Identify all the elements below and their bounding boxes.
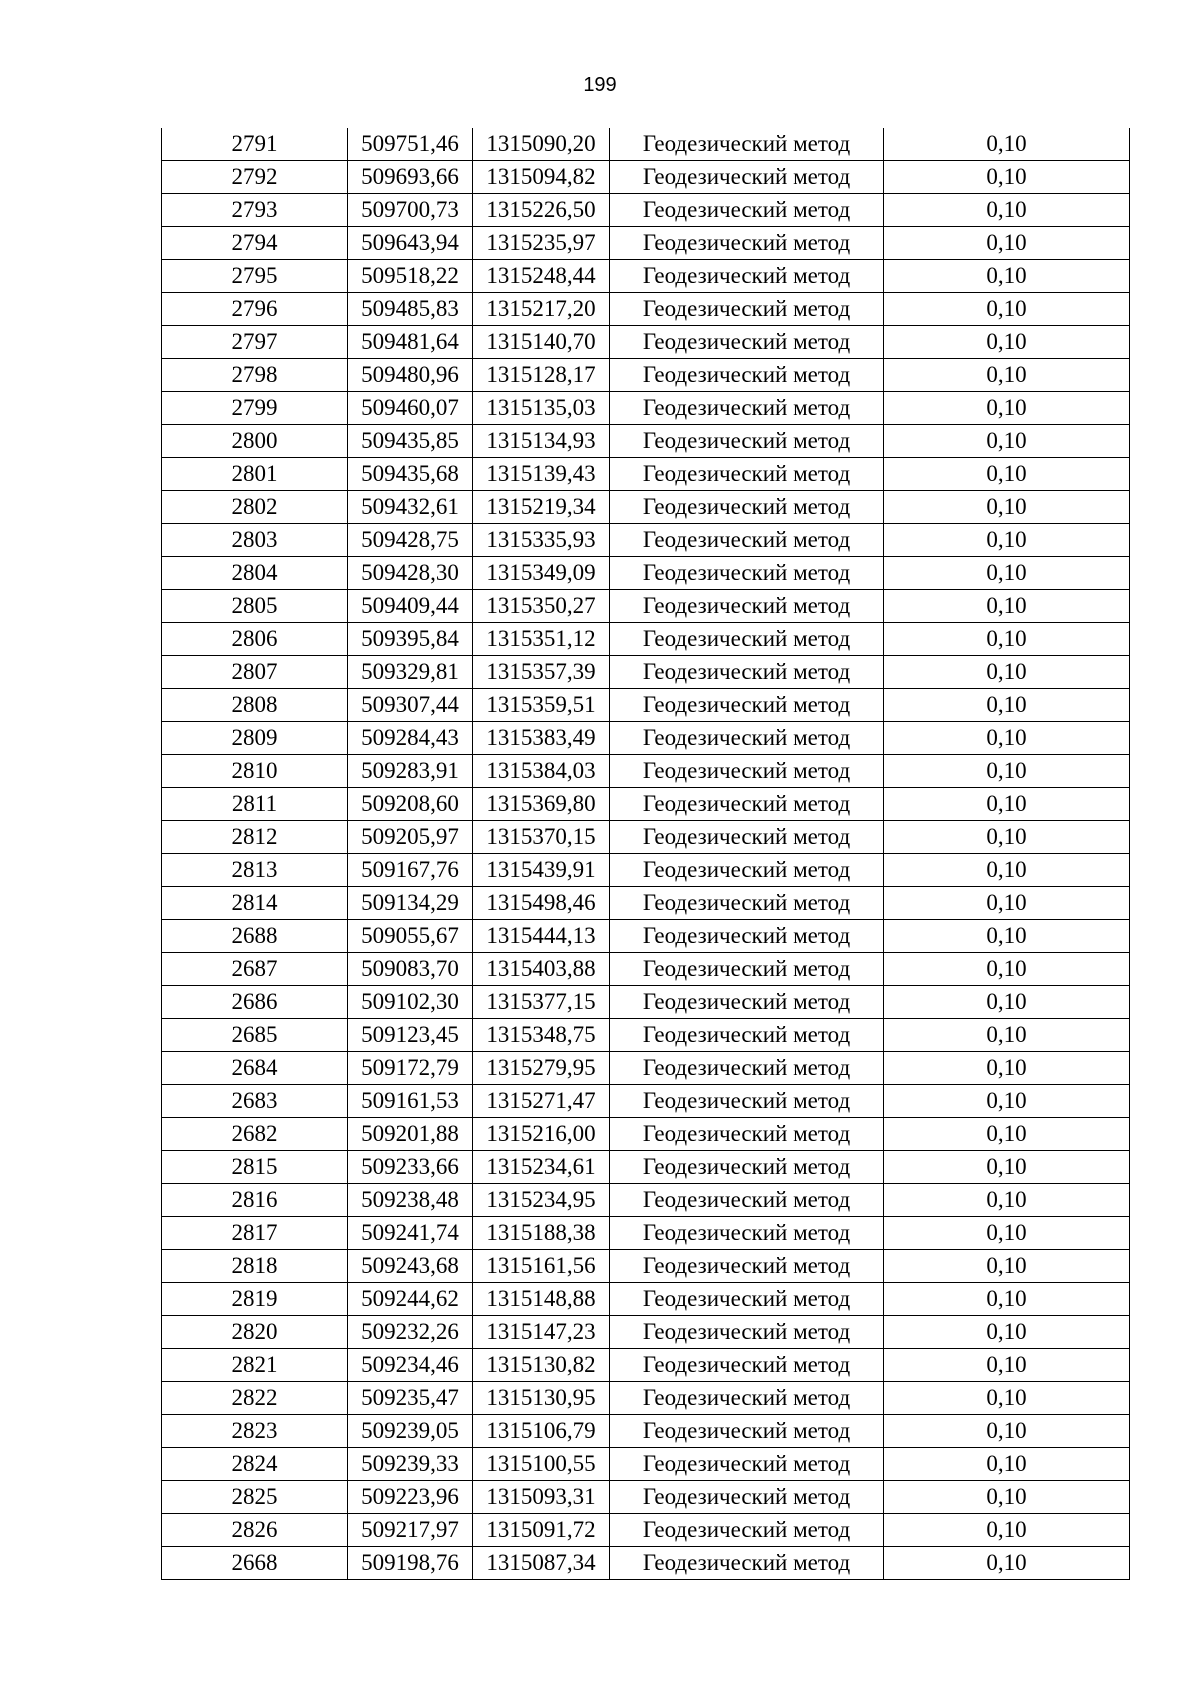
- x-coordinate-cell: 509055,67: [348, 920, 473, 953]
- method-cell: Геодезический метод: [610, 1349, 884, 1382]
- accuracy-cell: 0,10: [884, 1118, 1130, 1151]
- table-row: [162, 161, 1130, 194]
- point-number-cell: 2796: [162, 293, 348, 326]
- point-number-cell: 2824: [162, 1448, 348, 1481]
- y-coordinate-cell: 1315234,61: [473, 1151, 610, 1184]
- coordinates-table-body: [162, 128, 1130, 1580]
- accuracy-cell: 0,10: [884, 1415, 1130, 1448]
- table-row: [162, 1514, 1130, 1547]
- y-coordinate-cell: 1315226,50: [473, 194, 610, 227]
- point-number-cell: 2814: [162, 887, 348, 920]
- y-coordinate-cell: 1315279,95: [473, 1052, 610, 1085]
- x-coordinate-cell: 509480,96: [348, 359, 473, 392]
- method-cell: Геодезический метод: [610, 887, 884, 920]
- y-coordinate-cell: 1315128,17: [473, 359, 610, 392]
- x-coordinate-cell: 509239,05: [348, 1415, 473, 1448]
- method-cell: Геодезический метод: [610, 260, 884, 293]
- method-cell: Геодезический метод: [610, 1085, 884, 1118]
- method-cell: Геодезический метод: [610, 854, 884, 887]
- table-row: [162, 491, 1130, 524]
- method-cell: Геодезический метод: [610, 920, 884, 953]
- method-cell: Геодезический метод: [610, 392, 884, 425]
- y-coordinate-cell: 1315147,23: [473, 1316, 610, 1349]
- method-cell: Геодезический метод: [610, 524, 884, 557]
- method-cell: Геодезический метод: [610, 458, 884, 491]
- x-coordinate-cell: 509485,83: [348, 293, 473, 326]
- x-coordinate-cell: 509102,30: [348, 986, 473, 1019]
- point-number-cell: 2685: [162, 1019, 348, 1052]
- point-number-cell: 2811: [162, 788, 348, 821]
- x-coordinate-cell: 509217,97: [348, 1514, 473, 1547]
- point-number-cell: 2687: [162, 953, 348, 986]
- table-row: [162, 821, 1130, 854]
- accuracy-cell: 0,10: [884, 194, 1130, 227]
- y-coordinate-cell: 1315383,49: [473, 722, 610, 755]
- y-coordinate-cell: 1315188,38: [473, 1217, 610, 1250]
- table-row: [162, 227, 1130, 260]
- accuracy-cell: 0,10: [884, 821, 1130, 854]
- point-number-cell: 2801: [162, 458, 348, 491]
- accuracy-cell: 0,10: [884, 392, 1130, 425]
- method-cell: Геодезический метод: [610, 128, 884, 161]
- y-coordinate-cell: 1315403,88: [473, 953, 610, 986]
- accuracy-cell: 0,10: [884, 590, 1130, 623]
- x-coordinate-cell: 509460,07: [348, 392, 473, 425]
- y-coordinate-cell: 1315384,03: [473, 755, 610, 788]
- method-cell: Геодезический метод: [610, 1118, 884, 1151]
- point-number-cell: 2825: [162, 1481, 348, 1514]
- method-cell: Геодезический метод: [610, 1514, 884, 1547]
- method-cell: Геодезический метод: [610, 1151, 884, 1184]
- x-coordinate-cell: 509435,68: [348, 458, 473, 491]
- y-coordinate-cell: 1315357,39: [473, 656, 610, 689]
- y-coordinate-cell: 1315091,72: [473, 1514, 610, 1547]
- accuracy-cell: 0,10: [884, 260, 1130, 293]
- y-coordinate-cell: 1315370,15: [473, 821, 610, 854]
- y-coordinate-cell: 1315217,20: [473, 293, 610, 326]
- point-number-cell: 2826: [162, 1514, 348, 1547]
- method-cell: Геодезический метод: [610, 986, 884, 1019]
- point-number-cell: 2798: [162, 359, 348, 392]
- table-row: [162, 722, 1130, 755]
- method-cell: Геодезический метод: [610, 590, 884, 623]
- x-coordinate-cell: 509244,62: [348, 1283, 473, 1316]
- y-coordinate-cell: 1315106,79: [473, 1415, 610, 1448]
- y-coordinate-cell: 1315498,46: [473, 887, 610, 920]
- point-number-cell: 2793: [162, 194, 348, 227]
- method-cell: Геодезический метод: [610, 689, 884, 722]
- table-row: [162, 1283, 1130, 1316]
- table-row: [162, 689, 1130, 722]
- method-cell: Геодезический метод: [610, 1052, 884, 1085]
- table-row: [162, 1217, 1130, 1250]
- table-row: [162, 920, 1130, 953]
- table-row: [162, 326, 1130, 359]
- table-row: [162, 293, 1130, 326]
- accuracy-cell: 0,10: [884, 557, 1130, 590]
- point-number-cell: 2821: [162, 1349, 348, 1382]
- accuracy-cell: 0,10: [884, 920, 1130, 953]
- y-coordinate-cell: 1315090,20: [473, 128, 610, 161]
- table-row: [162, 623, 1130, 656]
- table-row: [162, 953, 1130, 986]
- point-number-cell: 2820: [162, 1316, 348, 1349]
- point-number-cell: 2804: [162, 557, 348, 590]
- table-row: [162, 1481, 1130, 1514]
- point-number-cell: 2683: [162, 1085, 348, 1118]
- table-row: [162, 128, 1130, 161]
- method-cell: Геодезический метод: [610, 1217, 884, 1250]
- point-number-cell: 2688: [162, 920, 348, 953]
- table-row: [162, 1250, 1130, 1283]
- table-row: [162, 1547, 1130, 1580]
- x-coordinate-cell: 509234,46: [348, 1349, 473, 1382]
- point-number-cell: 2812: [162, 821, 348, 854]
- x-coordinate-cell: 509161,53: [348, 1085, 473, 1118]
- accuracy-cell: 0,10: [884, 788, 1130, 821]
- y-coordinate-cell: 1315140,70: [473, 326, 610, 359]
- x-coordinate-cell: 509134,29: [348, 887, 473, 920]
- table-row: [162, 887, 1130, 920]
- point-number-cell: 2684: [162, 1052, 348, 1085]
- table-row: [162, 1151, 1130, 1184]
- point-number-cell: 2822: [162, 1382, 348, 1415]
- y-coordinate-cell: 1315094,82: [473, 161, 610, 194]
- y-coordinate-cell: 1315377,15: [473, 986, 610, 1019]
- x-coordinate-cell: 509167,76: [348, 854, 473, 887]
- y-coordinate-cell: 1315130,95: [473, 1382, 610, 1415]
- table-row: [162, 755, 1130, 788]
- accuracy-cell: 0,10: [884, 755, 1130, 788]
- method-cell: Геодезический метод: [610, 1382, 884, 1415]
- accuracy-cell: 0,10: [884, 458, 1130, 491]
- method-cell: Геодезический метод: [610, 1283, 884, 1316]
- method-cell: Геодезический метод: [610, 1481, 884, 1514]
- point-number-cell: 2794: [162, 227, 348, 260]
- method-cell: Геодезический метод: [610, 1316, 884, 1349]
- accuracy-cell: 0,10: [884, 425, 1130, 458]
- x-coordinate-cell: 509432,61: [348, 491, 473, 524]
- accuracy-cell: 0,10: [884, 1052, 1130, 1085]
- x-coordinate-cell: 509700,73: [348, 194, 473, 227]
- accuracy-cell: 0,10: [884, 1448, 1130, 1481]
- method-cell: Геодезический метод: [610, 161, 884, 194]
- y-coordinate-cell: 1315161,56: [473, 1250, 610, 1283]
- accuracy-cell: 0,10: [884, 1547, 1130, 1580]
- accuracy-cell: 0,10: [884, 623, 1130, 656]
- x-coordinate-cell: 509751,46: [348, 128, 473, 161]
- table-row: [162, 1184, 1130, 1217]
- y-coordinate-cell: 1315219,34: [473, 491, 610, 524]
- point-number-cell: 2810: [162, 755, 348, 788]
- point-number-cell: 2668: [162, 1547, 348, 1580]
- point-number-cell: 2807: [162, 656, 348, 689]
- method-cell: Геодезический метод: [610, 1019, 884, 1052]
- accuracy-cell: 0,10: [884, 227, 1130, 260]
- y-coordinate-cell: 1315439,91: [473, 854, 610, 887]
- method-cell: Геодезический метод: [610, 755, 884, 788]
- accuracy-cell: 0,10: [884, 1151, 1130, 1184]
- method-cell: Геодезический метод: [610, 293, 884, 326]
- y-coordinate-cell: 1315248,44: [473, 260, 610, 293]
- point-number-cell: 2795: [162, 260, 348, 293]
- table-row: [162, 1316, 1130, 1349]
- accuracy-cell: 0,10: [884, 887, 1130, 920]
- x-coordinate-cell: 509208,60: [348, 788, 473, 821]
- accuracy-cell: 0,10: [884, 1349, 1130, 1382]
- x-coordinate-cell: 509395,84: [348, 623, 473, 656]
- table-row: [162, 656, 1130, 689]
- point-number-cell: 2791: [162, 128, 348, 161]
- point-number-cell: 2817: [162, 1217, 348, 1250]
- point-number-cell: 2792: [162, 161, 348, 194]
- x-coordinate-cell: 509693,66: [348, 161, 473, 194]
- x-coordinate-cell: 509409,44: [348, 590, 473, 623]
- point-number-cell: 2805: [162, 590, 348, 623]
- table-row: [162, 788, 1130, 821]
- method-cell: Геодезический метод: [610, 623, 884, 656]
- x-coordinate-cell: 509083,70: [348, 953, 473, 986]
- table-row: [162, 854, 1130, 887]
- accuracy-cell: 0,10: [884, 1514, 1130, 1547]
- y-coordinate-cell: 1315087,34: [473, 1547, 610, 1580]
- table-row: [162, 1349, 1130, 1382]
- y-coordinate-cell: 1315234,95: [473, 1184, 610, 1217]
- table-row: [162, 557, 1130, 590]
- x-coordinate-cell: 509643,94: [348, 227, 473, 260]
- y-coordinate-cell: 1315148,88: [473, 1283, 610, 1316]
- x-coordinate-cell: 509428,75: [348, 524, 473, 557]
- y-coordinate-cell: 1315348,75: [473, 1019, 610, 1052]
- accuracy-cell: 0,10: [884, 1184, 1130, 1217]
- accuracy-cell: 0,10: [884, 1283, 1130, 1316]
- y-coordinate-cell: 1315093,31: [473, 1481, 610, 1514]
- table-row: [162, 986, 1130, 1019]
- x-coordinate-cell: 509284,43: [348, 722, 473, 755]
- accuracy-cell: 0,10: [884, 491, 1130, 524]
- point-number-cell: 2803: [162, 524, 348, 557]
- point-number-cell: 2797: [162, 326, 348, 359]
- table-row: [162, 260, 1130, 293]
- y-coordinate-cell: 1315134,93: [473, 425, 610, 458]
- accuracy-cell: 0,10: [884, 1217, 1130, 1250]
- x-coordinate-cell: 509329,81: [348, 656, 473, 689]
- point-number-cell: 2682: [162, 1118, 348, 1151]
- x-coordinate-cell: 509233,66: [348, 1151, 473, 1184]
- point-number-cell: 2808: [162, 689, 348, 722]
- method-cell: Геодезический метод: [610, 1448, 884, 1481]
- y-coordinate-cell: 1315351,12: [473, 623, 610, 656]
- table-row: [162, 458, 1130, 491]
- method-cell: Геодезический метод: [610, 953, 884, 986]
- x-coordinate-cell: 509243,68: [348, 1250, 473, 1283]
- y-coordinate-cell: 1315139,43: [473, 458, 610, 491]
- x-coordinate-cell: 509198,76: [348, 1547, 473, 1580]
- x-coordinate-cell: 509235,47: [348, 1382, 473, 1415]
- method-cell: Геодезический метод: [610, 1547, 884, 1580]
- point-number-cell: 2799: [162, 392, 348, 425]
- point-number-cell: 2686: [162, 986, 348, 1019]
- point-number-cell: 2815: [162, 1151, 348, 1184]
- table-row: [162, 1415, 1130, 1448]
- x-coordinate-cell: 509428,30: [348, 557, 473, 590]
- x-coordinate-cell: 509241,74: [348, 1217, 473, 1250]
- x-coordinate-cell: 509232,26: [348, 1316, 473, 1349]
- table-row: [162, 1448, 1130, 1481]
- y-coordinate-cell: 1315130,82: [473, 1349, 610, 1382]
- y-coordinate-cell: 1315335,93: [473, 524, 610, 557]
- method-cell: Геодезический метод: [610, 194, 884, 227]
- table-row: [162, 524, 1130, 557]
- accuracy-cell: 0,10: [884, 326, 1130, 359]
- method-cell: Геодезический метод: [610, 326, 884, 359]
- method-cell: Геодезический метод: [610, 1184, 884, 1217]
- method-cell: Геодезический метод: [610, 821, 884, 854]
- method-cell: Геодезический метод: [610, 425, 884, 458]
- method-cell: Геодезический метод: [610, 491, 884, 524]
- table-row: [162, 392, 1130, 425]
- method-cell: Геодезический метод: [610, 359, 884, 392]
- table-row: [162, 1052, 1130, 1085]
- x-coordinate-cell: 509172,79: [348, 1052, 473, 1085]
- accuracy-cell: 0,10: [884, 656, 1130, 689]
- y-coordinate-cell: 1315235,97: [473, 227, 610, 260]
- y-coordinate-cell: 1315359,51: [473, 689, 610, 722]
- accuracy-cell: 0,10: [884, 689, 1130, 722]
- x-coordinate-cell: 509123,45: [348, 1019, 473, 1052]
- method-cell: Геодезический метод: [610, 227, 884, 260]
- x-coordinate-cell: 509307,44: [348, 689, 473, 722]
- table-row: [162, 1085, 1130, 1118]
- table-row: [162, 425, 1130, 458]
- page-number: 199: [583, 74, 617, 96]
- accuracy-cell: 0,10: [884, 1019, 1130, 1052]
- accuracy-cell: 0,10: [884, 1382, 1130, 1415]
- accuracy-cell: 0,10: [884, 854, 1130, 887]
- x-coordinate-cell: 509201,88: [348, 1118, 473, 1151]
- point-number-cell: 2813: [162, 854, 348, 887]
- point-number-cell: 2818: [162, 1250, 348, 1283]
- point-number-cell: 2802: [162, 491, 348, 524]
- table-row: [162, 194, 1130, 227]
- table-row: [162, 590, 1130, 623]
- table-row: [162, 359, 1130, 392]
- x-coordinate-cell: 509238,48: [348, 1184, 473, 1217]
- y-coordinate-cell: 1315350,27: [473, 590, 610, 623]
- accuracy-cell: 0,10: [884, 359, 1130, 392]
- table-row: [162, 1019, 1130, 1052]
- accuracy-cell: 0,10: [884, 953, 1130, 986]
- table-row: [162, 1382, 1130, 1415]
- point-number-cell: 2809: [162, 722, 348, 755]
- point-number-cell: 2800: [162, 425, 348, 458]
- x-coordinate-cell: 509223,96: [348, 1481, 473, 1514]
- y-coordinate-cell: 1315369,80: [473, 788, 610, 821]
- y-coordinate-cell: 1315349,09: [473, 557, 610, 590]
- table-row: [162, 1118, 1130, 1151]
- method-cell: Геодезический метод: [610, 557, 884, 590]
- accuracy-cell: 0,10: [884, 986, 1130, 1019]
- accuracy-cell: 0,10: [884, 128, 1130, 161]
- y-coordinate-cell: 1315444,13: [473, 920, 610, 953]
- method-cell: Геодезический метод: [610, 656, 884, 689]
- y-coordinate-cell: 1315135,03: [473, 392, 610, 425]
- coordinates-table: [161, 128, 1130, 1580]
- x-coordinate-cell: 509239,33: [348, 1448, 473, 1481]
- accuracy-cell: 0,10: [884, 293, 1130, 326]
- point-number-cell: 2823: [162, 1415, 348, 1448]
- point-number-cell: 2819: [162, 1283, 348, 1316]
- accuracy-cell: 0,10: [884, 1481, 1130, 1514]
- x-coordinate-cell: 509205,97: [348, 821, 473, 854]
- accuracy-cell: 0,10: [884, 1316, 1130, 1349]
- x-coordinate-cell: 509435,85: [348, 425, 473, 458]
- point-number-cell: 2806: [162, 623, 348, 656]
- method-cell: Геодезический метод: [610, 1250, 884, 1283]
- y-coordinate-cell: 1315271,47: [473, 1085, 610, 1118]
- y-coordinate-cell: 1315100,55: [473, 1448, 610, 1481]
- x-coordinate-cell: 509518,22: [348, 260, 473, 293]
- method-cell: Геодезический метод: [610, 722, 884, 755]
- x-coordinate-cell: 509481,64: [348, 326, 473, 359]
- accuracy-cell: 0,10: [884, 161, 1130, 194]
- method-cell: Геодезический метод: [610, 788, 884, 821]
- accuracy-cell: 0,10: [884, 1085, 1130, 1118]
- accuracy-cell: 0,10: [884, 524, 1130, 557]
- method-cell: Геодезический метод: [610, 1415, 884, 1448]
- accuracy-cell: 0,10: [884, 1250, 1130, 1283]
- y-coordinate-cell: 1315216,00: [473, 1118, 610, 1151]
- x-coordinate-cell: 509283,91: [348, 755, 473, 788]
- point-number-cell: 2816: [162, 1184, 348, 1217]
- accuracy-cell: 0,10: [884, 722, 1130, 755]
